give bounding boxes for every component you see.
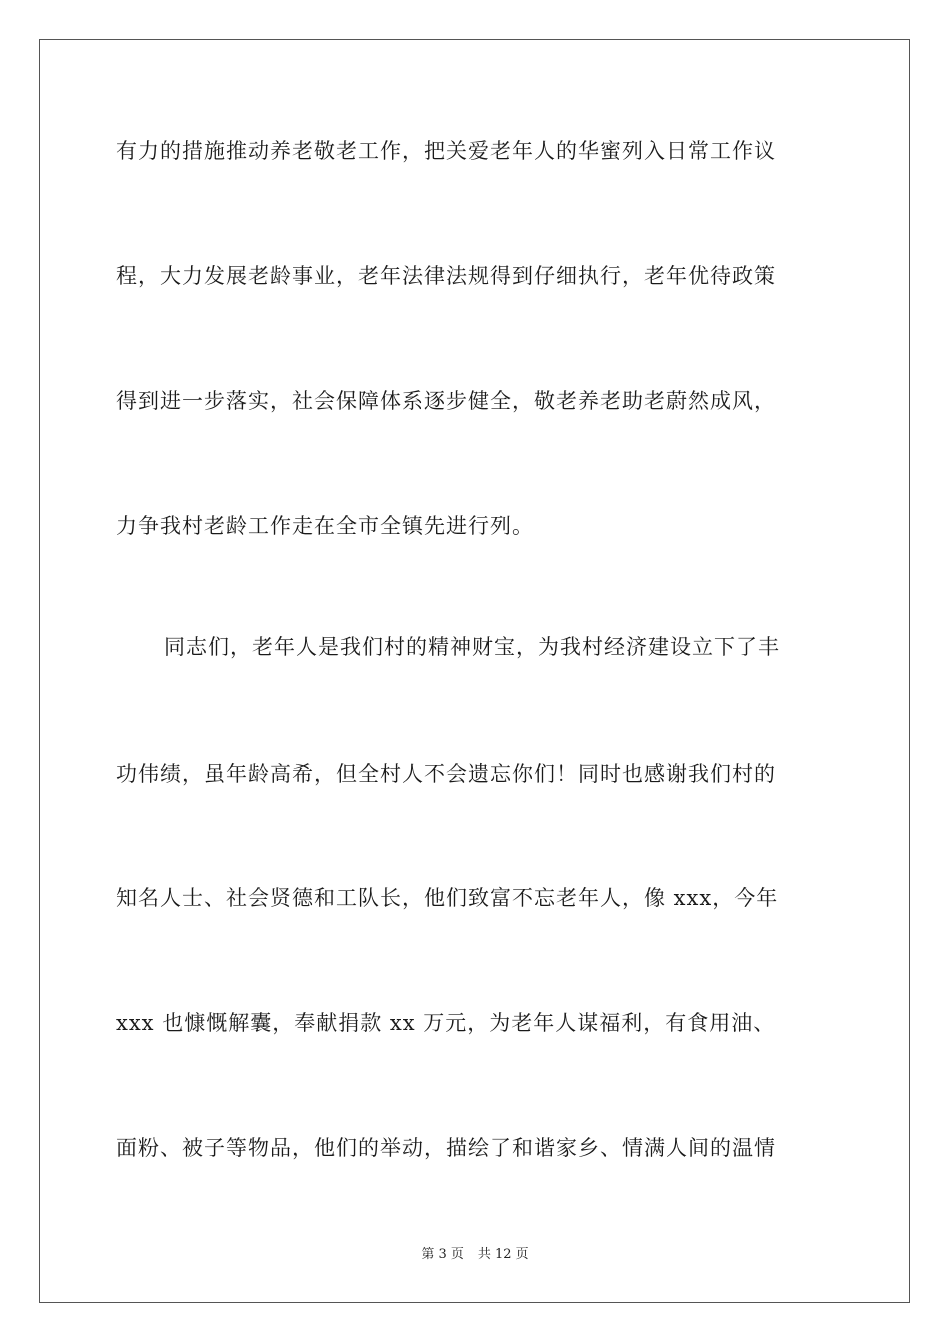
page-footer (0, 1246, 950, 1264)
paragraph-line-4: 力争我村老龄工作走在全市全镇先进行列。 (116, 514, 534, 538)
paragraph-line-1: 有力的措施推动养老敬老工作，把关爱老年人的华蜜列入日常工作议 (116, 139, 776, 163)
page-border (39, 39, 910, 1303)
paragraph-line-9: 面粉、被子等物品，他们的举动，描绘了和谐家乡、情满人间的温情 (116, 1136, 776, 1160)
page-number: 第 3 页 (421, 1247, 464, 1262)
page-total: 共 12 页 (477, 1247, 529, 1262)
paragraph-line-2: 程，大力发展老龄事业，老年法律法规得到仔细执行，老年优待政策 (116, 264, 776, 288)
paragraph-line-6: 功伟绩，虽年龄高希，但全村人不会遗忘你们！同时也感谢我们村的 (116, 762, 776, 786)
paragraph-line-3: 得到进一步落实，社会保障体系逐步健全，敬老养老助老蔚然成风， (116, 389, 776, 413)
paragraph-line-5: 同志们，老年人是我们村的精神财宝，为我村经济建设立下了丰 (164, 635, 780, 659)
paragraph-line-8: xxx 也慷慨解囊，奉献捐款 xx 万元，为老年人谋福利，有食用油、 (116, 1011, 776, 1035)
paragraph-line-7: 知名人士、社会贤德和工队长，他们致富不忘老年人，像 xxx，今年 (116, 886, 779, 910)
